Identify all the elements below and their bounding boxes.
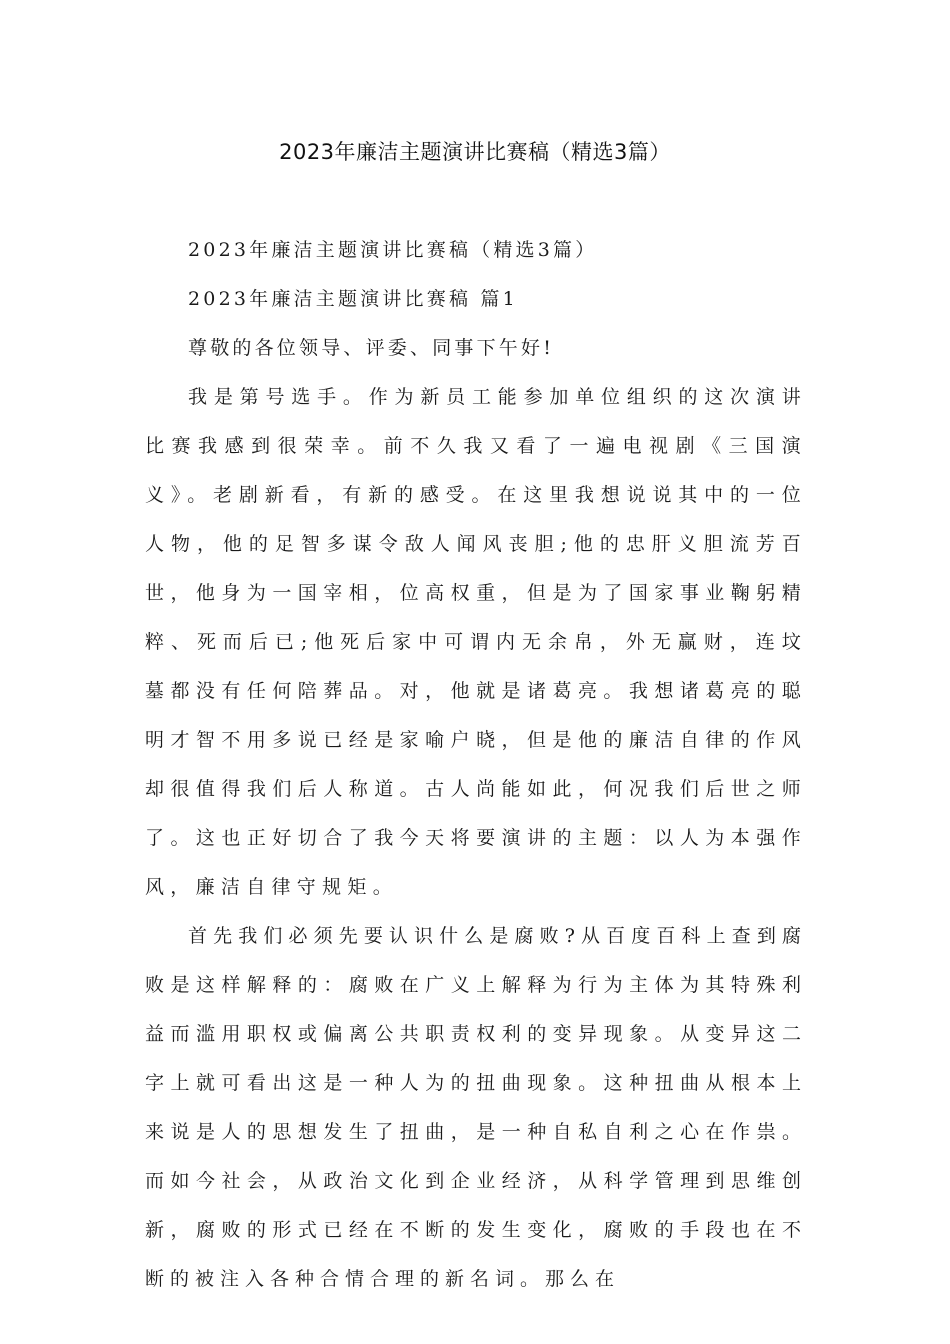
paragraph-1: 我是第号选手。作为新员工能参加单位组织的这次演讲比赛我感到很荣幸。前不久我又看了一遍电视剧《三国演义》。老剧新看，有新的感受。在这里我想说说其中的一位人物，他的足智多谋令敌人闻风丧胆;他的忠肝义胆流芳百世，他身为一国宰相，位高权重，但是为了国家事业鞠躬精粹、死而后已;他死后家中可谓内无余帛，外无赢财，连坟墓都没有任何陪葬品。对，他就是诸葛亮。我想诸葛亮的聪明才智不用多说已经是家喻户晓，但是他的廉洁自律的作风却很值得我们后人称道。古人尚能如此，何况我们后世之师了。这也正好切合了我今天将要演讲的主题：以人为本强作风，廉洁自律守规矩。 xyxy=(145,386,807,898)
greeting-line: 尊敬的各位领导、评委、同事下午好! xyxy=(188,337,555,359)
section-heading: 2023年廉洁主题演讲比赛稿 篇1 xyxy=(188,288,518,310)
subtitle-line: 2023年廉洁主题演讲比赛稿（精选3篇） xyxy=(188,239,598,261)
document-body xyxy=(145,226,807,1304)
document-title: 2023年廉洁主题演讲比赛稿（精选3篇） xyxy=(279,140,671,164)
paragraph-2: 首先我们必须先要认识什么是腐败?从百度百科上查到腐败是这样解释的：腐败在广义上解释为行为主体为其特殊利益而滥用职权或偏离公共职责权利的变异现象。从变异这二字上就可看出这是一种人为的扭曲现象。这种扭曲从根本上来说是人的思想发生了扭曲，是一种自私自利之心在作祟。而如今社会，从政治文化到企业经济，从科学管理到思维创新，腐败的形式已经在不断的发生变化，腐败的手段也在不断的被注入各种合情合理的新名词。那么在 xyxy=(145,925,807,1290)
